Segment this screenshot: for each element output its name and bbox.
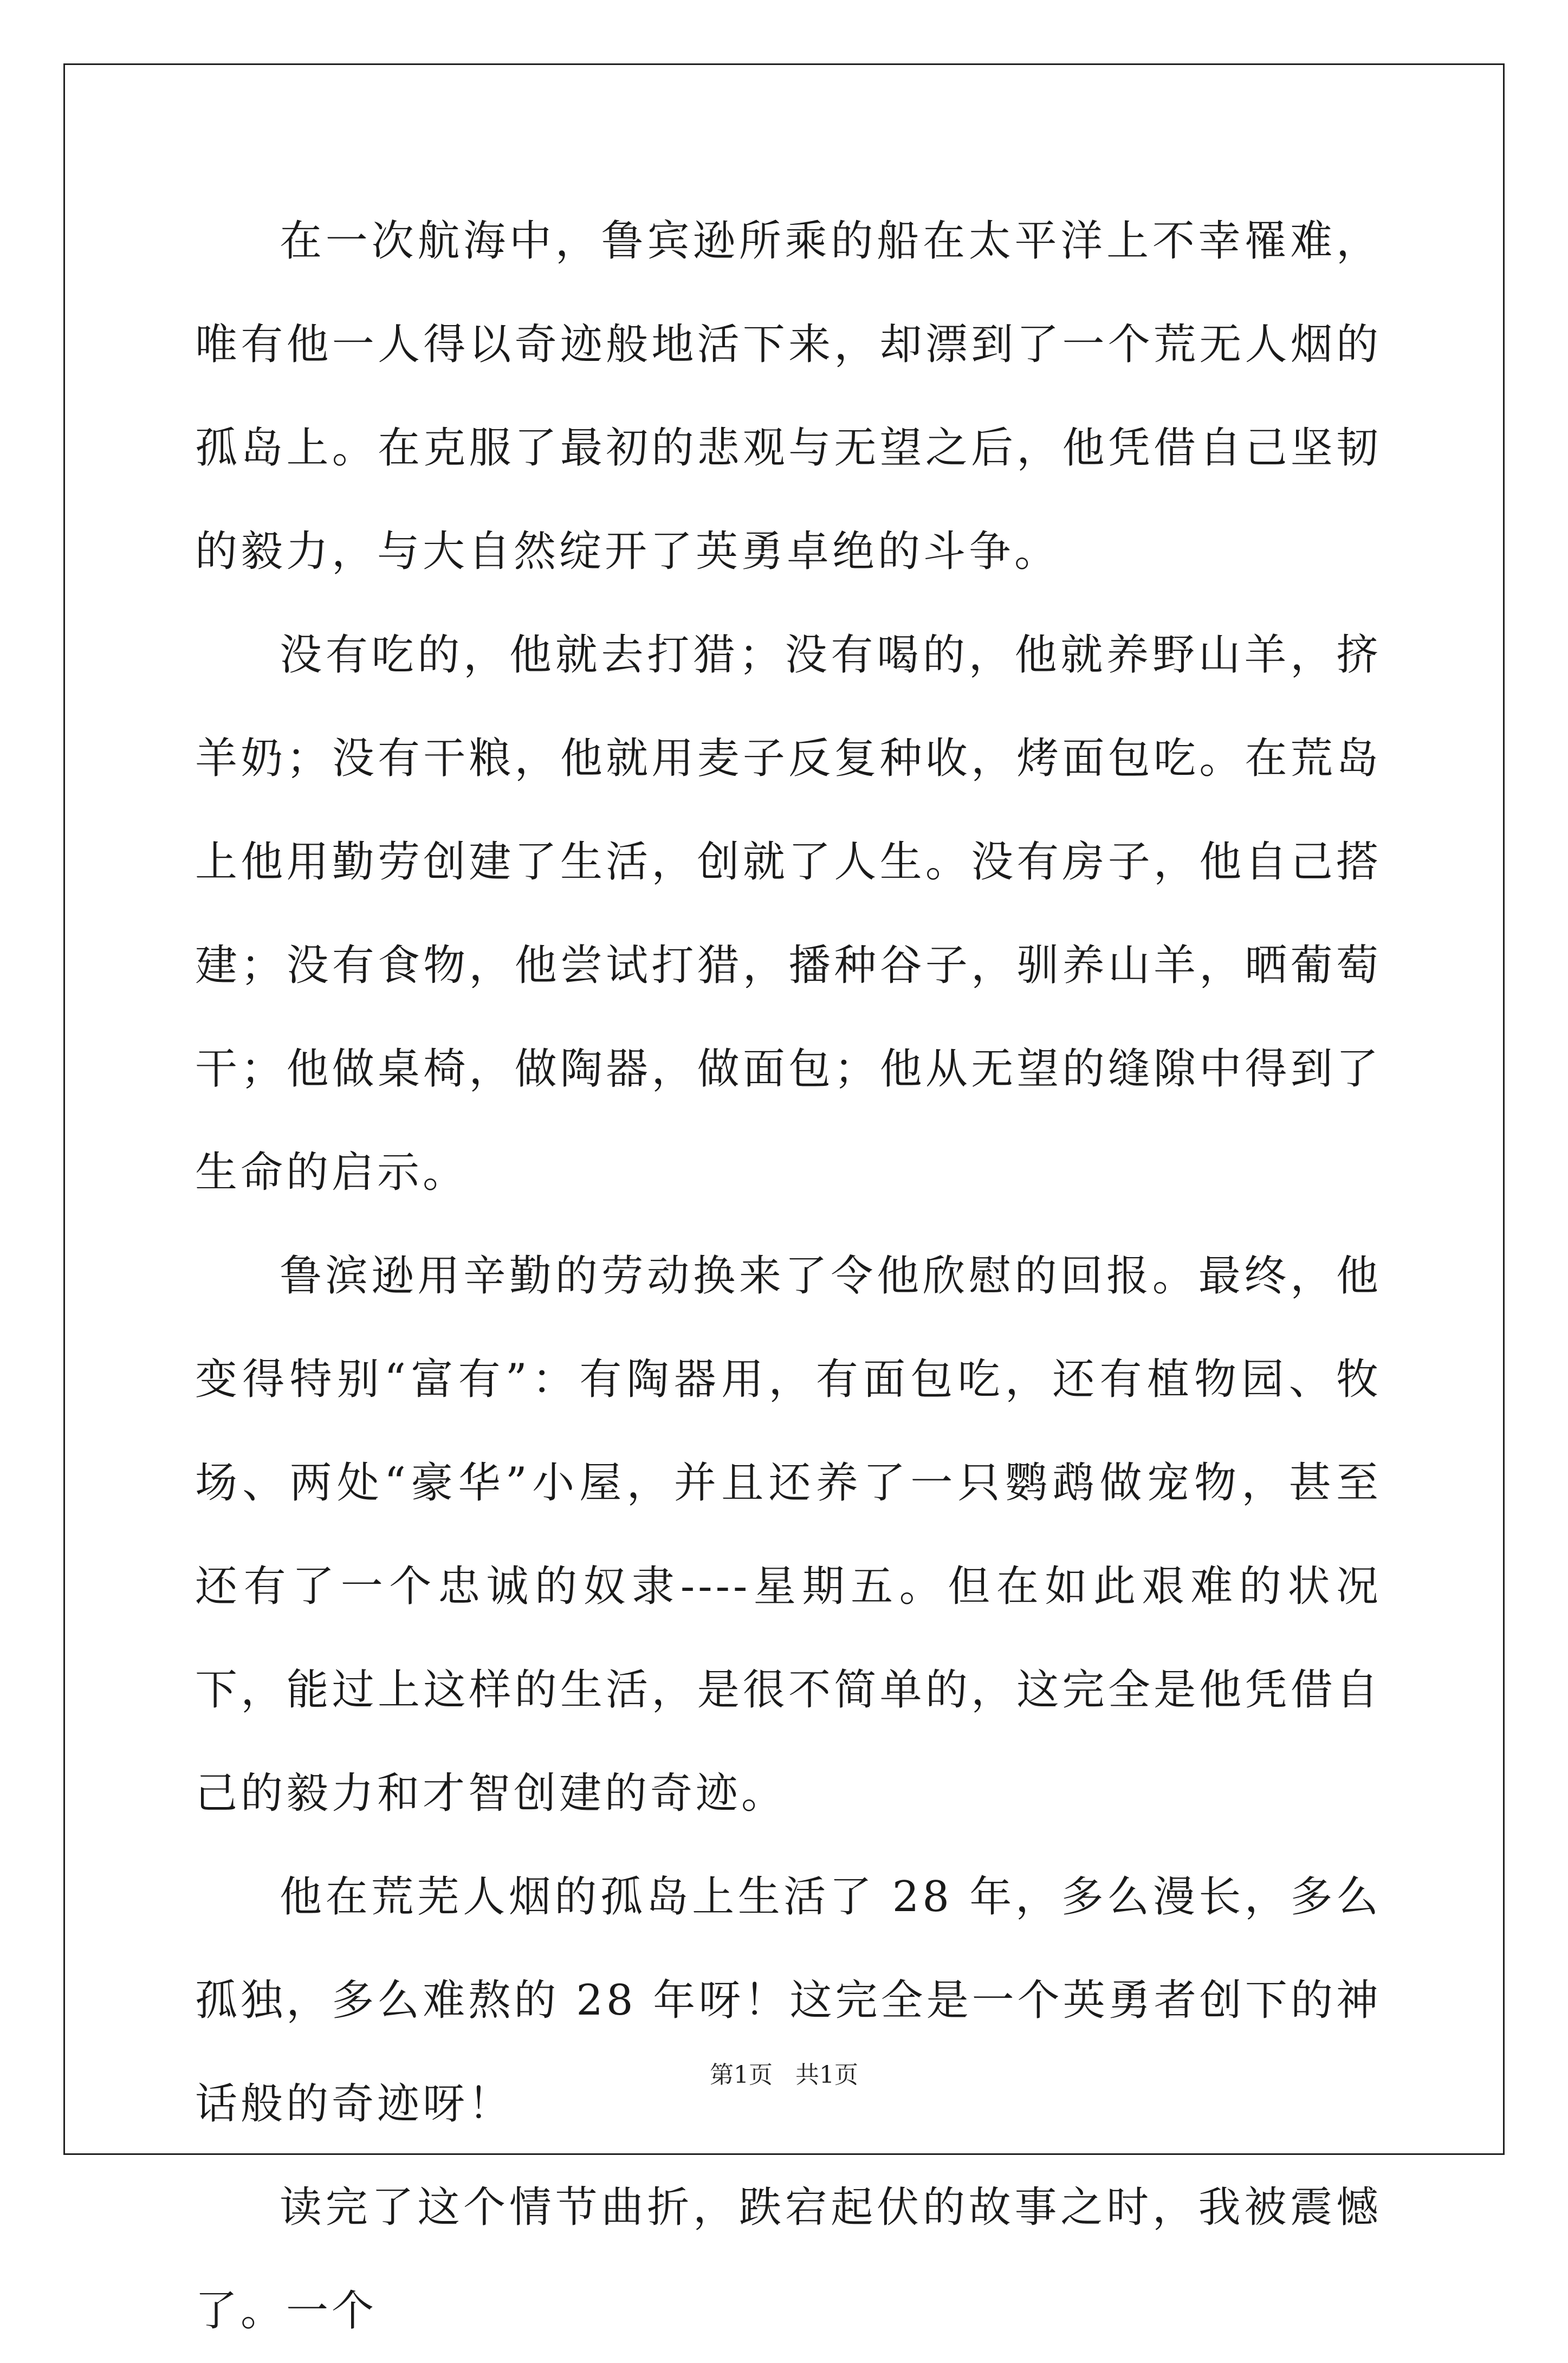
paragraph-5: 读完了这个情节曲折，跌宕起伏的故事之时，我被震憾了。一个: [195, 2183, 1382, 2335]
document-body: [195, 190, 1382, 2363]
paragraph-2: 没有吃的，他就去打猎；没有喝的，他就养野山羊，挤羊奶；没有干粮，他就用麦子反复种收，烤面包吃。在荒岛上他用勤劳创建了生活，创就了人生。没有房子，他自己搭建；没有食物，他尝试打猎，播种谷子，驯养山羊，晒葡萄干；他做桌椅，做陶器，做面包；他从无望的缝隙中得到了生命的启示。: [195, 631, 1382, 1197]
paragraph-1: 在一次航海中，鲁宾逊所乘的船在太平洋上不幸罹难，唯有他一人得以奇迹般地活下来，却漂到了一个荒无人烟的孤岛上。在克服了最初的悲观与无望之后，他凭借自己坚韧的毅力，与大自然绽开了英勇卓绝的斗争。: [195, 217, 1382, 576]
paragraph-4: 他在荒芜人烟的孤岛上生活了 28 年，多么漫长，多么孤独，多么难熬的 28 年呀！这完全是一个英勇者创下的神话般的奇迹呀！: [195, 1873, 1382, 2128]
page-footer: 第1页 共1页: [710, 2061, 858, 2089]
paragraph-3: 鲁滨逊用辛勤的劳动换来了令他欣慰的回报。最终，他变得特别“富有”：有陶器用，有面包吃，还有植物园、牧场、两处“豪华”小屋，并且还养了一只鹦鹉做宠物，甚至还有了一个忠诚的奴隶----星期五。但在如此艰难的状况下，能过上这样的生活，是很不简单的，这完全是他凭借自己的毅力和才智创建的奇迹。: [195, 1252, 1382, 1818]
